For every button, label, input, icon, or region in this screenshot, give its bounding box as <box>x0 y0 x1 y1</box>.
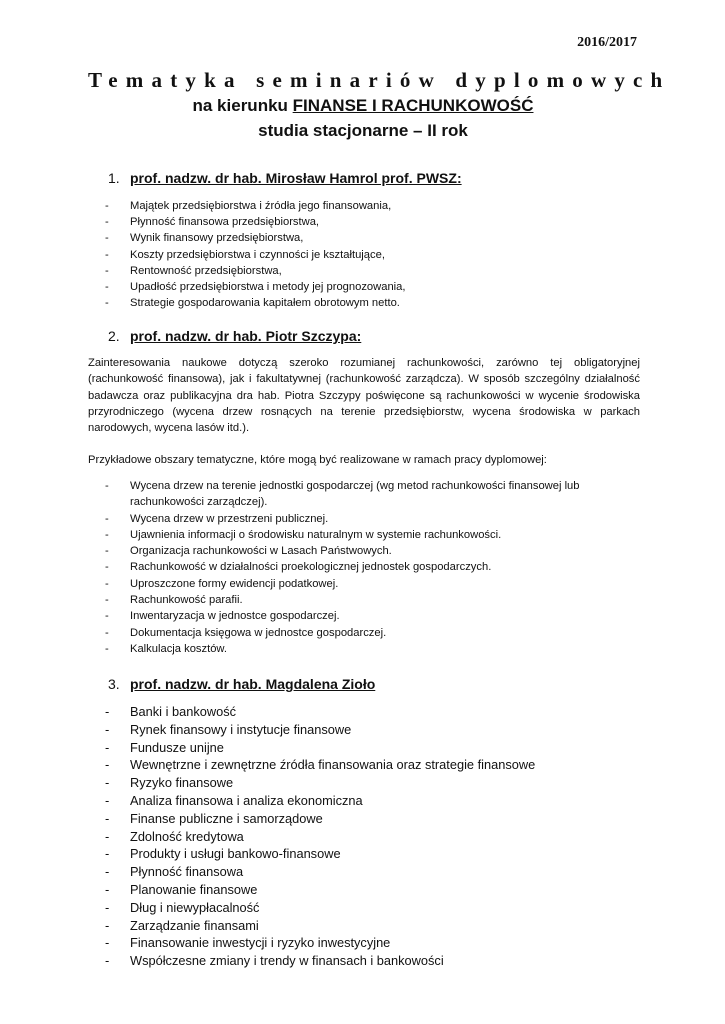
topic-item: - Organizacja rachunkowości w Lasach Państwowych. <box>105 543 640 559</box>
section-1-heading <box>108 170 462 186</box>
topic-item: - Rentowność przedsiębiorstwa, <box>105 263 640 279</box>
section-1-topics <box>105 198 640 311</box>
section-2-heading <box>108 328 361 344</box>
topic-item: - Koszty przedsiębiorstwa i czynności je kształtujące, <box>105 247 640 263</box>
topic-item: - Strategie gospodarowania kapitałem obrotowym netto. <box>105 295 640 311</box>
topic-item: - Banki i bankowość <box>105 703 640 721</box>
topic-item: - Współczesne zmiany i trendy w finansach i bankowości <box>105 952 640 970</box>
academic-year: 2016/2017 <box>577 35 637 50</box>
topic-item: - Wewnętrzne i zewnętrzne źródła finansowania oraz strategie finansowe <box>105 756 640 774</box>
topic-item: - Finansowanie inwestycji i ryzyko inwestycyjne <box>105 934 640 952</box>
topic-item: - Ryzyko finansowe <box>105 774 640 792</box>
section-2-lead: Przykładowe obszary tematyczne, które mogą być realizowane w ramach pracy dyplomowej: <box>88 454 547 466</box>
section-3-professor: prof. nadzw. dr hab. Magdalena Zioło <box>130 676 376 692</box>
document-subtitle-major <box>88 96 638 116</box>
topic-item: - Rynek finansowy i instytucje finansowe <box>105 721 640 739</box>
topic-item: - Wynik finansowy przedsiębiorstwa, <box>105 230 640 246</box>
major-name: FINANSE I RACHUNKOWOŚĆ <box>292 96 534 115</box>
topic-item: - Kalkulacja kosztów. <box>105 641 640 657</box>
section-3-number: 3. <box>108 676 120 692</box>
topic-item: - Dokumentacja księgowa w jednostce gospodarczej. <box>105 625 640 641</box>
topic-item: - Zarządzanie finansami <box>105 917 640 935</box>
section-3-heading <box>108 676 375 692</box>
topic-item: - Wycena drzew na terenie jednostki gospodarczej (wg metod rachunkowości finansowej lub rachunkowości zarządczej). <box>105 478 640 511</box>
topic-item: - Zdolność kredytowa <box>105 828 640 846</box>
topic-item: - Dług i niewypłacalność <box>105 899 640 917</box>
section-1-professor: prof. nadzw. dr hab. Mirosław Hamrol prof. PWSZ: <box>130 170 462 186</box>
major-prefix: na kierunku <box>192 96 293 115</box>
topic-item: - Wycena drzew w przestrzeni publicznej. <box>105 511 640 527</box>
topic-item: - Majątek przedsiębiorstwa i źródła jego finansowania, <box>105 198 640 214</box>
section-1-number: 1. <box>108 170 120 186</box>
section-3-topics <box>105 703 640 970</box>
topic-item: - Analiza finansowa i analiza ekonomiczna <box>105 792 640 810</box>
topic-item: - Finanse publiczne i samorządowe <box>105 810 640 828</box>
section-2-topics <box>105 478 640 657</box>
section-2-intro: Zainteresowania naukowe dotyczą szeroko rozumianej rachunkowości, zarówno tej obligatoryjnej (rachunkowość finansowa), jak i fakultatywnej (rachunkowość zarządcza). W sposób szczególny działalność badawcza oraz publikacyjna dra hab. Piotra Szczypy poświęcone są rachunkowości w wycenie środowiska przyrodniczego (wycena drzew rosnących na terenie przedsiębiorstw, wycena środowiska w parkach narodowych, wycena lasów itd.). <box>88 357 640 435</box>
document-subtitle-mode: studia stacjonarne – II rok <box>258 121 468 140</box>
topic-item: - Płynność finansowa <box>105 863 640 881</box>
topic-item: - Inwentaryzacja w jednostce gospodarczej. <box>105 608 640 624</box>
topic-item: - Ujawnienia informacji o środowisku naturalnym w systemie rachunkowości. <box>105 527 640 543</box>
topic-item: - Rachunkowość parafii. <box>105 592 640 608</box>
section-2-professor: prof. nadzw. dr hab. Piotr Szczypa: <box>130 328 362 344</box>
topic-item: - Rachunkowość w działalności proekologicznej jednostek gospodarczych. <box>105 559 640 575</box>
document-title: Tematyka seminariów dyplomowych <box>88 68 671 92</box>
topic-item: - Upadłość przedsiębiorstwa i metody jej prognozowania, <box>105 279 640 295</box>
topic-item: - Płynność finansowa przedsiębiorstwa, <box>105 214 640 230</box>
section-2-number: 2. <box>108 328 120 344</box>
topic-item: - Uproszczone formy ewidencji podatkowej. <box>105 576 640 592</box>
topic-item: - Produkty i usługi bankowo-finansowe <box>105 845 640 863</box>
topic-item: - Fundusze unijne <box>105 739 640 757</box>
topic-item: - Planowanie finansowe <box>105 881 640 899</box>
